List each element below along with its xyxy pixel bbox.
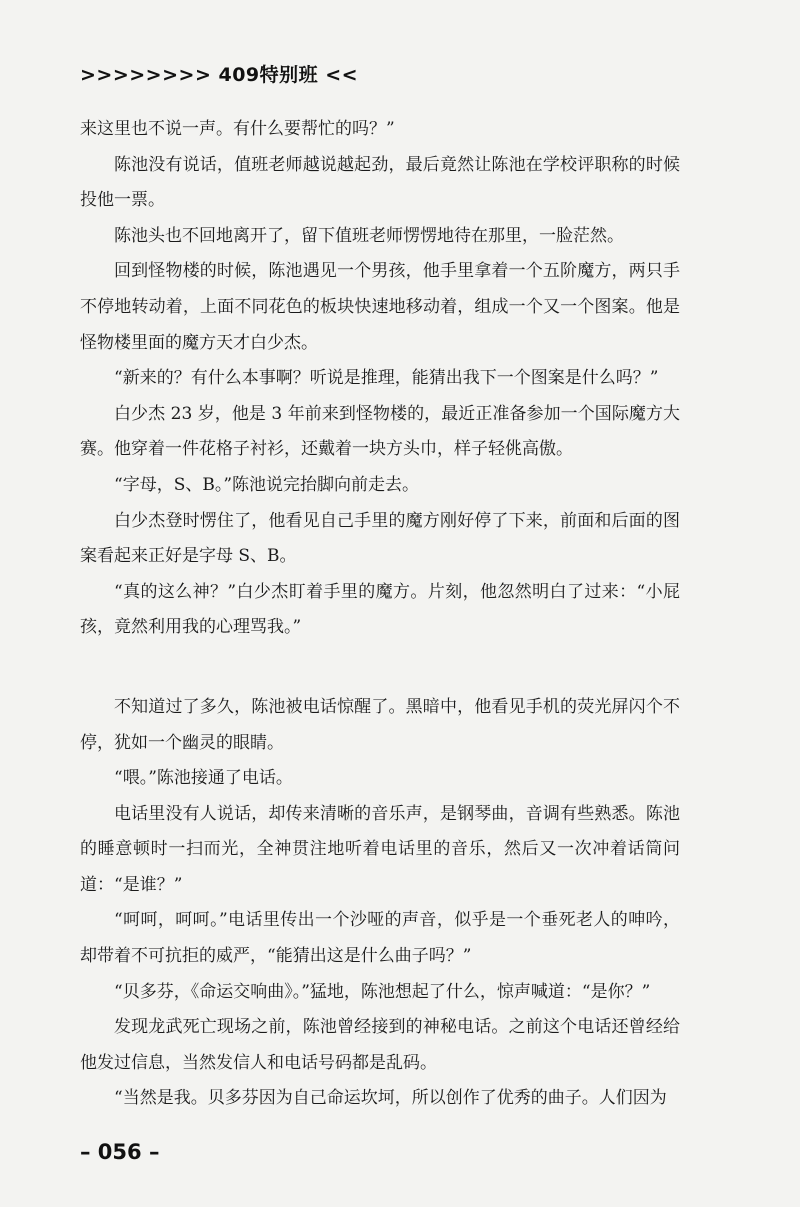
paragraph: 不知道过了多久，陈池被电话惊醒了。黑暗中，他看见手机的荧光屏闪个不停，犹如一个幽灵的眼睛。 [80,696,680,753]
page-number: – 056 – [80,1140,160,1164]
paragraph: “当然是我。贝多芬因为自己命运坎坷，所以创作了优秀的曲子。人们因为 [114,1088,667,1109]
body-text [80,112,680,1117]
paragraph: “呵呵，呵呵。”电话里传出一个沙哑的声音，似乎是一个垂死老人的呻吟，却带着不可抗拒的威严，“能猜出这是什么曲子吗？” [80,910,680,967]
paragraph: 白少杰 23 岁，他是 3 年前来到怪物楼的，最近正准备参加一个国际魔方大赛。他穿着一件花格子衬衫，还戴着一块方头巾，样子轻佻高傲。 [80,403,680,460]
paragraph: “喂。”陈池接通了电话。 [114,768,293,789]
paragraph: 白少杰登时愣住了，他看见自己手里的魔方刚好停了下来，前面和后面的图案看起来正好是字母 S、B。 [80,510,680,567]
paragraph: 陈池头也不回地离开了，留下值班老师愣愣地待在那里，一脸茫然。 [114,225,624,246]
running-header: >>>>>>>> 409特别班 << [80,64,359,86]
paragraph: 回到怪物楼的时候，陈池遇见一个男孩，他手里拿着一个五阶魔方，两只手不停地转动着，上面不同花色的板块快速地移动着，组成一个又一个图案。他是怪物楼里面的魔方天才白少杰。 [80,261,680,353]
section-break [80,646,680,690]
paragraph: 陈池没有说话，值班老师越说越起劲，最后竟然让陈池在学校评职称的时候投他一票。 [80,154,680,211]
paragraph: “字母，S、B。”陈池说完抬脚向前走去。 [114,474,420,495]
paragraph: “真的这么神？”白少杰盯着手里的魔方。片刻，他忽然明白了过来：“小屁孩，竟然利用我的心理骂我。” [80,581,680,638]
paragraph: 电话里没有人说话，却传来清晰的音乐声，是钢琴曲，音调有些熟悉。陈池的睡意顿时一扫而光，全神贯注地听着电话里的音乐，然后又一次冲着话筒问道：“是谁？” [80,803,680,895]
paragraph: “新来的？有什么本事啊？听说是推理，能猜出我下一个图案是什么吗？” [114,368,659,389]
paragraph: “贝多芬，《命运交响曲》。”猛地，陈池想起了什么，惊声喊道：“是你？” [114,981,651,1002]
paragraph-continuation: 来这里也不说一声。有什么要帮忙的吗？” [80,119,395,139]
paragraph: 发现龙武死亡现场之前，陈池曾经接到的神秘电话。之前这个电话还曾经给他发过信息，当然发信人和电话号码都是乱码。 [80,1017,680,1073]
